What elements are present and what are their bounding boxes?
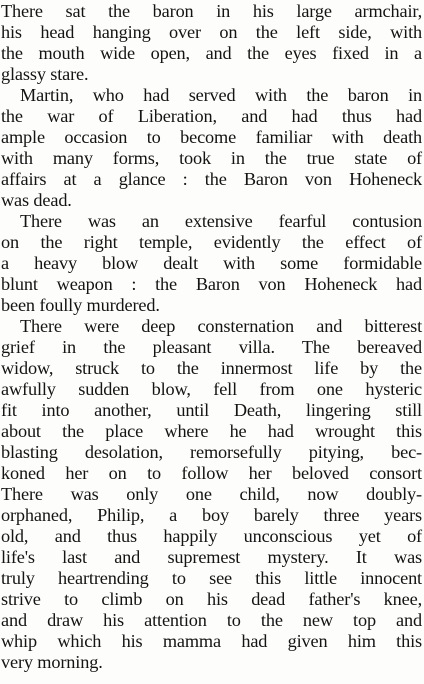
text-line: glassy stare. — [1, 64, 89, 84]
text-line: been foully murdered. — [1, 295, 160, 315]
text-line: the mouth wide open, and the eyes fixed in a — [1, 43, 422, 63]
text-line: There were deep consternation and bitterest — [20, 316, 422, 336]
text-line: There was only one child, now doubly- — [1, 484, 422, 504]
text-line: a heavy blow dealt with some formidable — [1, 253, 422, 273]
text-line: blunt weapon : the Baron von Hoheneck had — [1, 274, 422, 294]
text-line: with many forms, took in the true state of — [1, 148, 422, 168]
text-line: blasting desolation, remorsefully pitying, bec- — [1, 442, 422, 462]
text-line: koned her on to follow her beloved consort — [1, 463, 422, 483]
text-line: life's last and supremest mystery. It was — [1, 547, 422, 567]
text-line: awfully sudden blow, fell from one hysteric — [1, 379, 422, 399]
text-line: widow, struck to the innermost life by the — [1, 358, 422, 378]
text-line: the war of Liberation, and had thus had — [1, 106, 422, 126]
text-line: his head hanging over on the left side, with — [1, 22, 422, 42]
text-line: fit into another, until Death, lingering still — [1, 400, 422, 420]
text-line: orphaned, Philip, a boy barely three years — [1, 505, 422, 525]
text-line: about the place where he had wrought this — [1, 421, 422, 441]
text-line: on the right temple, evidently the effect of — [1, 232, 422, 252]
text-line: truly heartrending to see this little innocent — [1, 568, 422, 588]
text-line: There was an extensive fearful contusion — [20, 211, 422, 231]
text-line: Martin, who had served with the baron in — [20, 85, 422, 105]
text-line: There sat the baron in his large armchair, — [1, 1, 422, 21]
text-line: strive to climb on his dead father's knee, — [1, 589, 422, 609]
text-line: and draw his attention to the new top and — [1, 610, 422, 630]
text-line: old, and thus happily unconscious yet of — [1, 526, 422, 546]
text-line: whip which his mamma had given him this — [1, 631, 422, 651]
text-line: affairs at a glance : the Baron von Hoheneck — [1, 169, 422, 189]
text-line: grief in the pleasant villa. The bereaved — [1, 337, 422, 357]
text-line: very morning. — [1, 652, 103, 672]
text-line: ample occasion to become familiar with death — [1, 127, 422, 147]
text-line: was dead. — [1, 190, 72, 210]
